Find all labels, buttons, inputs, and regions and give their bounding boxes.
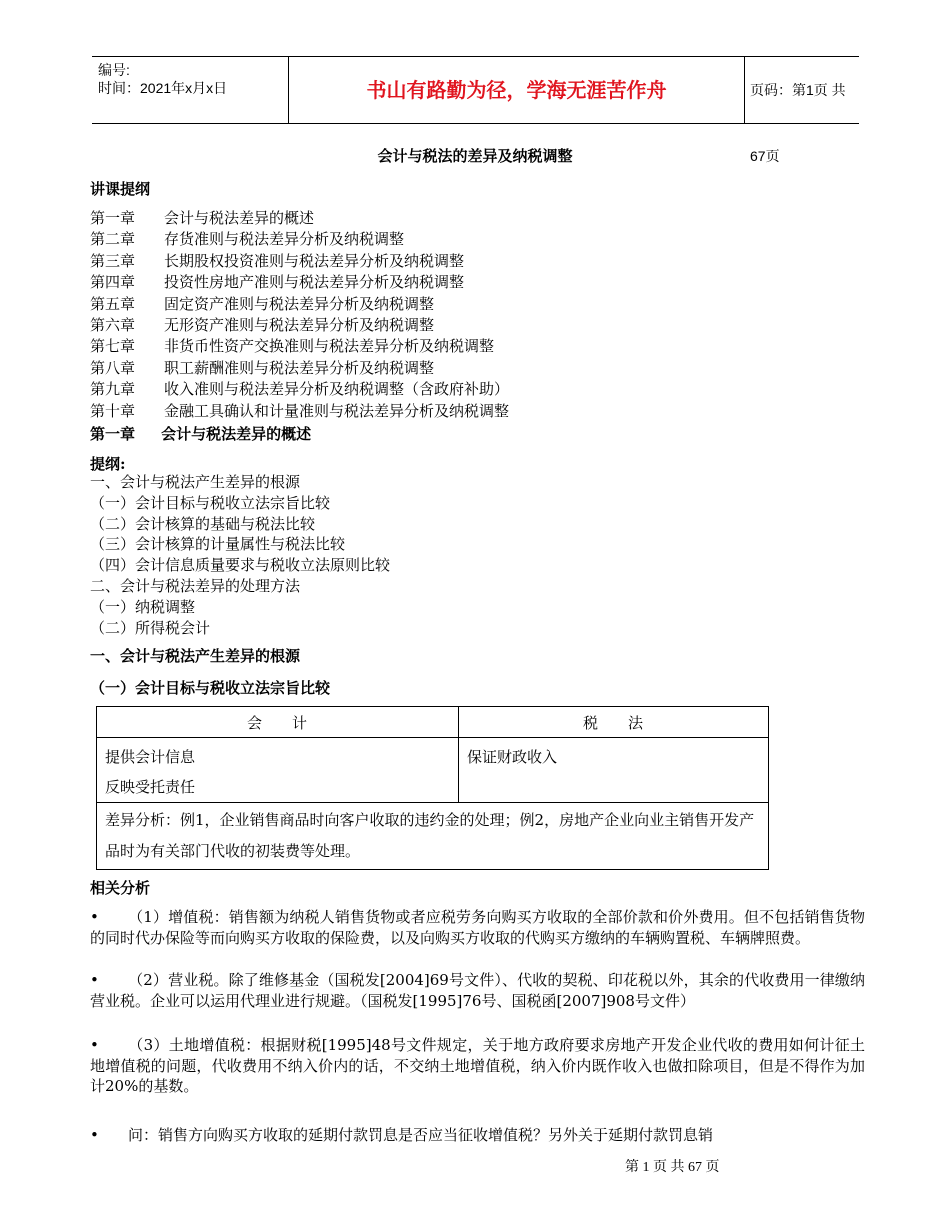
table-row [97,738,769,803]
col-header-tax: 税法 [459,707,769,738]
bullet-icon: • [90,1126,99,1144]
list-item: （二）会计核算的基础与税法比较 [90,514,316,533]
list-item: （三）会计核算的计量属性与税法比较 [90,535,346,554]
bullet-paragraph: • （1）增值税：销售额为纳税人销售货物或者应税劳务向购买方收取的全部价款和价外费用。但不包括销售货物的同时代办保险等而向购买方收取的保险费，以及向购买方收取的代购买方缴纳的车辆购置税、车辆牌照费。 [90,908,865,947]
bullet-paragraph: • （3）土地增值税：根据财税[1995]48号文件规定，关于地方政府要求房地产开发企业代收的费用如何计征土地增值税的问题，代收费用不纳入价内的话，不交纳土地增值税，纳入价内既作收入也做扣除项目，但是不得作为加计20%的基数。 [90,1036,865,1096]
toc-item: 第九章 收入准则与税法差异分析及纳税调整（含政府补助） [90,380,510,399]
table-of-contents [90,208,509,422]
outline-heading: 讲课提纲 [90,180,151,198]
toc-item: 第七章 非货币性资产交换准则与税法差异分析及纳税调整 [90,337,495,356]
list-item: 一、会计与税法产生差异的根源 [90,473,301,491]
col-header-accounting: 会计 [97,707,459,738]
section1-heading: 一、会计与税法产生差异的根源 [90,647,301,665]
analysis-cell: 差异分析：例1，企业销售商品时向客户收取的违约金的处理；例2，房地产企业向业主销售开发产品时为有关部门代收的初装费等处理。 [97,803,769,870]
tax-item: 保证财政收入 [467,748,558,766]
table-row [97,803,769,870]
header-meta [92,57,288,123]
list-item: （四）会计信息质量要求与税收立法原则比较 [90,556,391,575]
number-label: 编号: [98,62,130,78]
bullet-icon: • [90,971,99,989]
toc-item: 第六章 无形资产准则与税法差异分析及纳税调整 [90,316,435,335]
list-item: 二、会计与税法差异的处理方法 [90,576,301,595]
header-page-info: 页码：第1页 共67页 [750,82,846,164]
outline-list [90,472,390,638]
toc-item: 第三章 长期股权投资准则与税法差异分析及纳税调整 [90,251,465,270]
document-title: 会计与税法的差异及纳税调整 [377,147,573,165]
comparison-table [96,706,769,870]
bullet-icon: • [90,908,99,926]
outline-label: 提纲: [90,455,126,473]
related-heading: 相关分析 [90,879,151,897]
accounting-item: 反映受托责任 [105,778,196,796]
toc-item: 第八章 职工薪酬准则与税法差异分析及纳税调整 [90,358,435,377]
list-item: （二）所得税会计 [90,618,211,637]
toc-item: 第二章 存货准则与税法差异分析及纳税调整 [90,230,405,249]
bullet-icon: • [90,1036,99,1054]
bullet-paragraph: • （2）营业税。除了维修基金（国税发[2004]69号文件）、代收的契税、印花税以外，其余的代收费用一律缴纳营业税。企业可以运用代理业进行规避。（国税发[1995]76号、国税函[2007]908号文件） [90,971,865,1010]
list-item: （一）纳税调整 [90,597,196,616]
accounting-item: 提供会计信息 [105,748,196,766]
bullet-paragraph: • 问：销售方向购买方收取的延期付款罚息是否应当征收增值税？另外关于延期付款罚息销 [90,1126,714,1144]
list-item: （一）会计目标与税收立法宗旨比较 [90,493,331,512]
toc-item: 第四章 投资性房地产准则与税法差异分析及纳税调整 [90,273,465,292]
toc-item: 第一章 会计与税法差异的概述 [90,209,315,227]
time-label: 时间：2021年x月x日 [98,80,228,96]
header-motto: 书山有路勤为径，学海无涯苦作舟 [288,57,745,123]
page-footer: 第 1 页 共 67 页 [625,1160,720,1175]
accounting-cell [97,738,459,803]
table-header-row [97,707,769,738]
subsection1-heading: （一）会计目标与税收立法宗旨比较 [90,679,331,697]
tax-cell [459,738,769,803]
toc-item: 第五章 固定资产准则与税法差异分析及纳税调整 [90,294,435,313]
chapter1-heading: 第一章 会计与税法差异的概述 [90,425,312,443]
toc-item: 第十章 金融工具确认和计量准则与税法差异分析及纳税调整 [90,401,510,420]
